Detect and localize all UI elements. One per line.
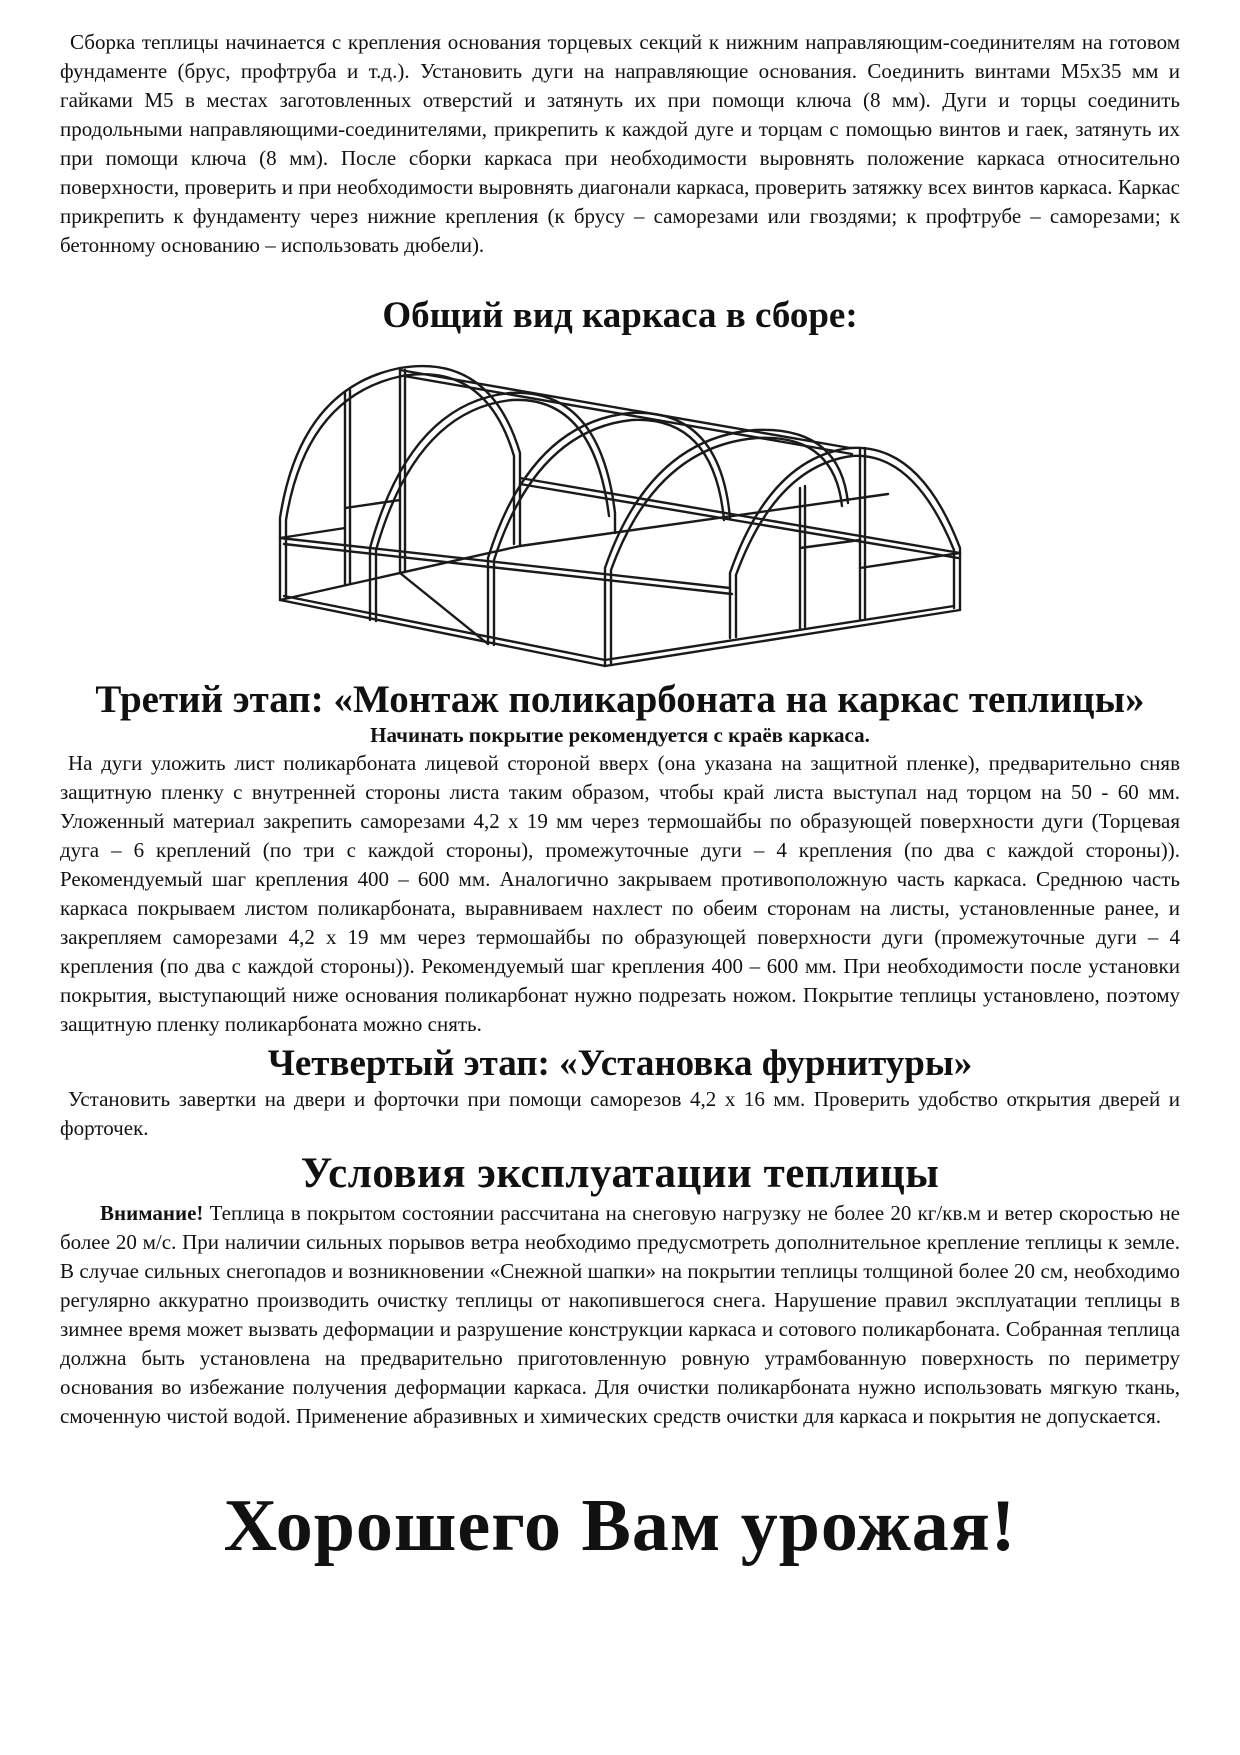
frame-heading: Общий вид каркаса в сборе:: [382, 295, 858, 336]
base-right: [605, 610, 960, 666]
closing-heading: Хорошего Вам урожая!: [223, 1485, 1017, 1567]
arch-4: [605, 430, 848, 666]
intro-paragraph: Сборка теплицы начинается с крепления основания торцевых секций к нижним направляющим-соединителям на готовом фундаменте (брус, профтруба и т.д.). Установить дуги на направляющие основания. Соединить винтами М5х35 мм и гайками М5 в местах заготовленных отверстий и затянуть их при помощи ключа (8 мм). Дуги и торцы соединить продольными направляющими-соединителями, прикрепить к каждой дуге и торцам с помощью винтов и гаек, затянуть их при помощи ключа (8 мм). После сборки каркаса при необходимости выровнять положение каркаса относительно поверхности, проверить и при необходимости выровнять диагонали каркаса, проверить затяжку всех винтов каркаса. Каркас прикрепить к фундаменту через нижние крепления (к брусу – саморезами или гвоздями; к профтрубе – саморезами; к бетонному основанию – использовать дюбели).: [60, 30, 1180, 257]
stage4-heading: Четвертый этап: «Установка фурнитуры»: [267, 1043, 973, 1084]
stage3-subheading: Начинать покрытие рекомендуется с краёв каркаса.: [370, 723, 870, 747]
base-front: [280, 600, 605, 666]
conditions-text: Теплица в покрытом состоянии рассчитана на снеговую нагрузку не более 20 кг/кв.м и ветер скоростью не более 20 м/с. При наличии сильных порывов ветра необходимо предусмотреть дополнительное крепление теплицы к земле. В случае сильных снегопадов и возникновении «Снежной шапки» на покрытии теплицы толщиной более 20 см, необходимо регулярно аккуратно производить очистку теплицы от накопившегося снега. Нарушение правил эксплуатации теплицы в зимнее время может вызвать деформации и разрушение конструкции каркаса и сотового поликарбоната. Собранная теплица должна быть установлена на предварительно приготовленную ровную утрамбованную поверхность по периметру основания во избежание получения деформации каркаса. Для очистки поликарбоната нужно использовать мягкую ткань, смоченную чистой водой. Применение абразивных и химических средств очистки для каркаса и покрытия не допускается.: [60, 1201, 1180, 1428]
conditions-heading: Условия эксплуатации теплицы: [300, 1150, 940, 1197]
back-purlin: [520, 478, 960, 553]
stage3-heading: Третий этап: «Монтаж поликарбоната на каркас теплицы»: [95, 678, 1145, 721]
document-page: [60, 28, 1180, 1571]
warning-label: Внимание!: [100, 1201, 204, 1225]
ridge-purlin: [400, 370, 850, 448]
stage3-paragraph: На дуги уложить лист поликарбоната лицевой стороной вверх (она указана на защитной пленке), предварительно сняв защитную пленку с внутренней стороны листа таким образом, чтобы край листа выступал над торцом на 50 - 60 мм. Уложенный материал закрепить саморезами 4,2 х 19 мм через термошайбы по образующей поверхности дуги (Торцевая дуга – 6 креплений (по три с каждой стороны), промежуточные дуги – 4 крепления (по два с каждой стороны)). Рекомендуемый шаг крепления 400 – 600 мм. Аналогично закрываем противоположную часть каркаса. Среднюю часть каркаса покрываем листом поликарбоната, выравниваем нахлест по обеим сторонам на листы, установленные ранее, и закрепляем саморезами 4,2 х 19 мм через термошайбы по образующей поверхности дуги (промежуточные дуги – 4 крепления (по два с каждой стороны)). Рекомендуемый шаг крепления 400 – 600 мм. При необходимости после установки покрытия, выступающий ниже основания поликарбонат нужно подрезать ножом. Покрытие теплицы установлено, поэтому защитную пленку поликарбоната можно снять.: [60, 751, 1180, 1036]
stage4-paragraph: Установить завертки на двери и форточки при помощи саморезов 4,2 х 16 мм. Проверить удобство открытия дверей и форточек.: [60, 1087, 1180, 1140]
greenhouse-frame-illustration: [260, 348, 980, 678]
conditions-paragraph: [60, 1199, 1180, 1431]
base-back: [520, 494, 888, 546]
side-purlin: [280, 538, 730, 588]
